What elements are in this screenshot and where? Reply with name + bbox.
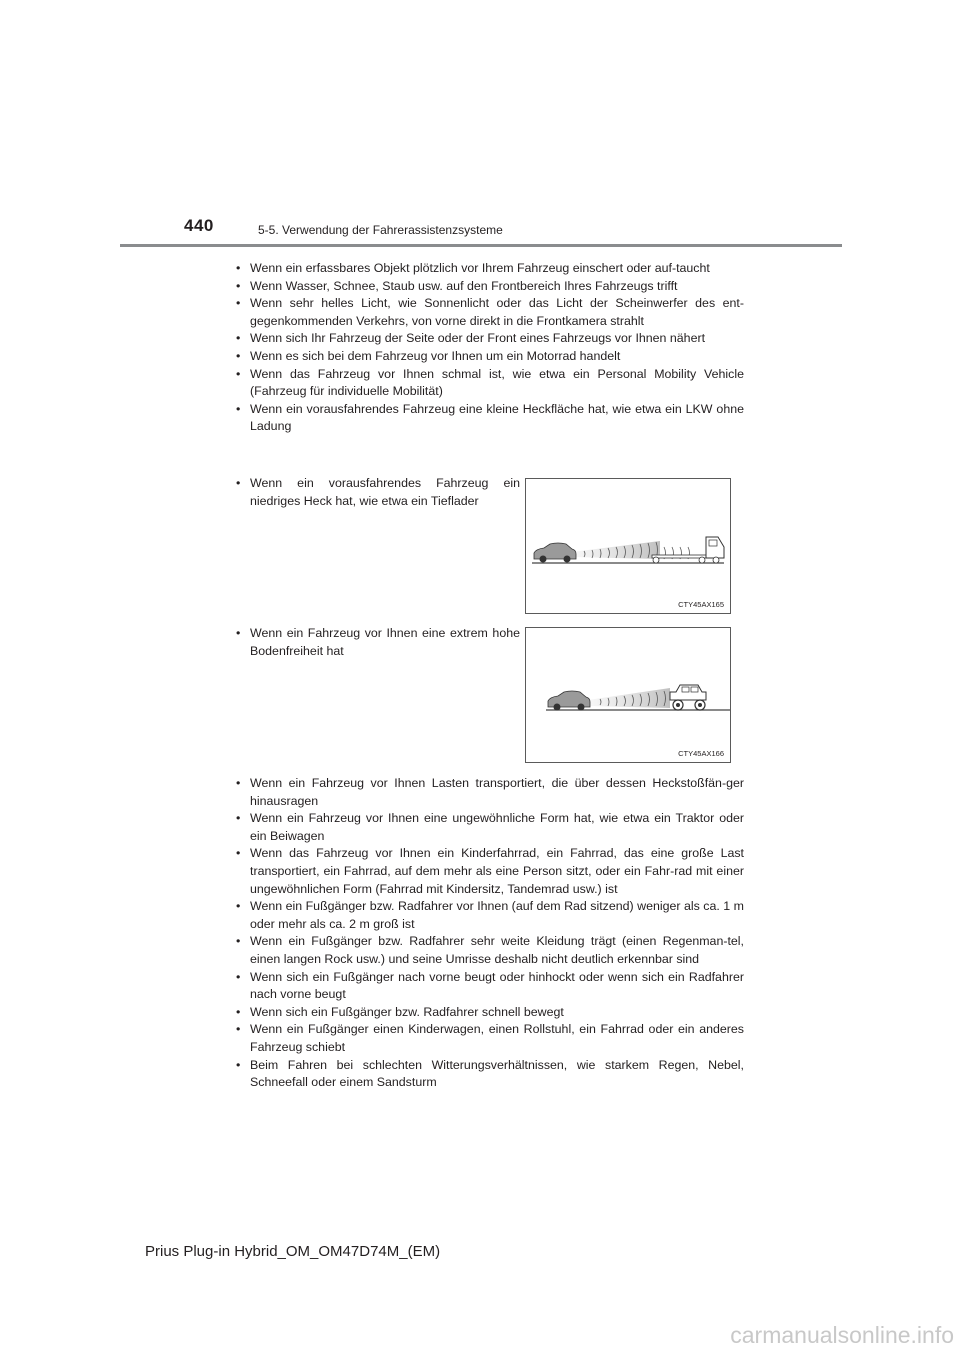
document-id: Prius Plug-in Hybrid_OM_OM47D74M_(EM) xyxy=(145,1243,441,1260)
condition-lowbed xyxy=(236,475,520,510)
section-title: 5-5. Verwendung der Fahrerassistenzsysteme xyxy=(258,223,503,237)
list-item: • Wenn ein vorausfahrendes Fahrzeug ein niedriges Heck hat, wie etwa ein Tieflader xyxy=(250,475,520,510)
low-loader-truck-icon xyxy=(652,537,724,563)
condition-high-clearance xyxy=(236,625,520,660)
list-item: • Wenn es sich bei dem Fahrzeug vor Ihnen um ein Motorrad handelt xyxy=(236,348,744,366)
list-item: • Wenn ein Fahrzeug vor Ihnen eine extrem hohe Bodenfreiheit hat xyxy=(250,625,520,660)
list-item: • Wenn das Fahrzeug vor Ihnen schmal ist, wie etwa ein Personal Mobility Vehicle (Fahrzeug für individuelle Mobilität) xyxy=(236,366,744,401)
watermark: carmanualsonline.info xyxy=(730,1322,954,1348)
figure-code: CTY45AX165 xyxy=(678,600,724,609)
list-item: • Wenn ein vorausfahrendes Fahrzeug eine kleine Heckfläche hat, wie etwa ein LKW ohne Ladung xyxy=(236,401,744,436)
ego-car-icon xyxy=(548,691,590,711)
low-loader-illustration xyxy=(526,479,730,613)
high-clearance-vehicle-icon xyxy=(670,685,706,710)
list-item: • Wenn ein Fahrzeug vor Ihnen eine ungewöhnliche Form hat, wie etwa ein Traktor oder ein Beiwagen xyxy=(236,810,744,845)
figure-low-loader xyxy=(525,478,731,614)
high-clearance-illustration xyxy=(526,628,730,762)
list-item: • Wenn ein Fußgänger bzw. Radfahrer sehr weite Kleidung trägt (einen Regenman-tel, einen langen Rock usw.) und seine Umrisse deshalb nicht deutlich erkennbar sind xyxy=(236,933,744,968)
list-item: • Wenn das Fahrzeug vor Ihnen ein Kinderfahrrad, ein Fahrrad, das eine große Last transportiert, ein Fahrrad, auf dem mehr als eine Person sitzt, oder ein Fahr-rad mit einer ungewöhnlichen Form (Fahrrad mit Kindersitz, Tandemrad usw.) ist xyxy=(236,845,744,898)
header-divider xyxy=(120,244,842,247)
radar-beam xyxy=(572,541,660,559)
list-item: • Beim Fahren bei schlechten Witterungsverhältnissen, wie starkem Regen, Nebel, Schneefall oder einem Sandsturm xyxy=(236,1057,744,1092)
page-number: 440 xyxy=(184,216,214,235)
list-item: • Wenn sehr helles Licht, wie Sonnenlicht oder das Licht der Scheinwerfer des ent-gegenkommenden Verkehrs, von vorne direkt in die Frontkamera strahlt xyxy=(236,295,744,330)
list-item: • Wenn ein Fahrzeug vor Ihnen Lasten transportiert, die über dessen Heckstoßfän-ger hinausragen xyxy=(236,775,744,810)
condition-list-top xyxy=(236,260,744,436)
list-item: • Wenn Wasser, Schnee, Staub usw. auf den Frontbereich Ihres Fahrzeugs trifft xyxy=(236,278,744,296)
list-item: • Wenn sich ein Fußgänger bzw. Radfahrer schnell bewegt xyxy=(236,1004,744,1022)
figure-high-clearance xyxy=(525,627,731,763)
ego-car-icon xyxy=(534,543,576,563)
list-item: • Wenn ein erfassbares Objekt plötzlich vor Ihrem Fahrzeug einschert oder auf-taucht xyxy=(236,260,744,278)
list-item: • Wenn ein Fußgänger einen Kinderwagen, einen Rollstuhl, ein Fahrrad oder ein anderes Fahrzeug schiebt xyxy=(236,1021,744,1056)
list-item: • Wenn sich Ihr Fahrzeug der Seite oder der Front eines Fahrzeugs vor Ihnen nähert xyxy=(236,330,744,348)
list-item: • Wenn sich ein Fußgänger nach vorne beugt oder hinhockt oder wenn sich ein Radfahrer nach vorne beugt xyxy=(236,969,744,1004)
list-item: • Wenn ein Fußgänger bzw. Radfahrer vor Ihnen (auf dem Rad sitzend) weniger als ca. 1 m oder mehr als ca. 2 m groß ist xyxy=(236,898,744,933)
figure-code: CTY45AX166 xyxy=(678,749,724,758)
condition-list-bottom xyxy=(236,775,744,1092)
